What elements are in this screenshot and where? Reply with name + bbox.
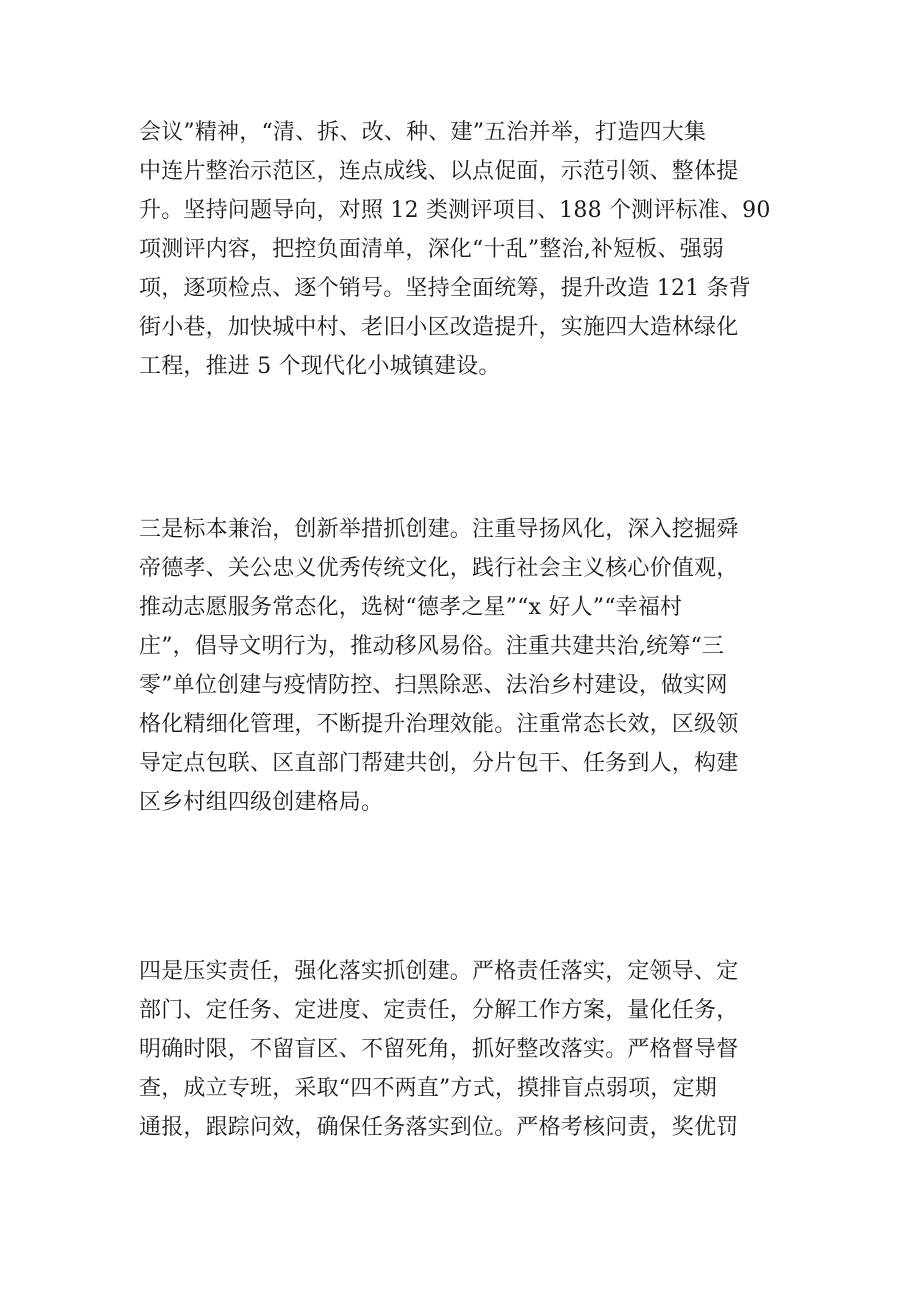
text-line: 部门、定任务、定进度、定责任，分解工作方案，量化任务， bbox=[139, 998, 739, 1023]
text-line: 帝德孝、关公忠义优秀传统文化，践行社会主义核心价值观， bbox=[139, 556, 739, 581]
text-line: 区乡村组四级创建格局。 bbox=[139, 790, 384, 815]
text-line: 项测评内容，把控负面清单，深化“十乱”整治,补短板、强弱 bbox=[139, 237, 725, 262]
text-line: 三是标本兼治，创新举措抓创建。注重导扬风化，深入挖掘舜 bbox=[139, 517, 739, 542]
text-line: 中连片整治示范区，连点成线、以点促面，示范引领、整体提 bbox=[139, 159, 739, 184]
paragraph-urban-renovation bbox=[139, 113, 784, 386]
text-line: 导定点包联、区直部门帮建共创，分片包干、任务到人，构建 bbox=[139, 751, 739, 776]
text-line: 街小巷，加快城中村、老旧小区改造提升，实施四大造林绿化 bbox=[139, 315, 739, 340]
text-line: 项，逐项检点、逐个销号。坚持全面统筹，提升改造 121 条背 bbox=[139, 276, 751, 301]
text-line: 通报，跟踪问效，确保任务落实到位。严格考核问责，奖优罚 bbox=[139, 1115, 739, 1140]
text-line: 格化精细化管理，不断提升治理效能。注重常态长效，区级领 bbox=[139, 712, 739, 737]
text-line: 工程，推进 5 个现代化小城镇建设。 bbox=[139, 354, 501, 379]
text-line: 零”单位创建与疫情防控、扫黑除恶、法治乡村建设，做实网 bbox=[139, 673, 728, 698]
text-line: 四是压实责任，强化落实抓创建。严格责任落实，定领导、定 bbox=[139, 959, 739, 984]
text-line: 明确时限，不留盲区、不留死角，抓好整改落实。严格督导督 bbox=[139, 1037, 739, 1062]
paragraph-point-four bbox=[139, 952, 784, 1147]
text-line: 查，成立专班，采取“四不两直”方式，摸排盲点弱项，定期 bbox=[139, 1076, 717, 1101]
text-line: 会议”精神，“清、拆、改、种、建”五治并举，打造四大集 bbox=[139, 120, 707, 145]
text-line: 升。坚持问题导向，对照 12 类测评项目、188 个测评标准、90 bbox=[139, 198, 771, 223]
text-line: 庄”，倡导文明行为，推动移风易俗。注重共建共治,统筹“三 bbox=[139, 634, 725, 659]
paragraph-point-three bbox=[139, 510, 784, 822]
text-line: 推动志愿服务常态化，选树“德孝之星”“x 好人”“幸福村 bbox=[139, 595, 683, 620]
